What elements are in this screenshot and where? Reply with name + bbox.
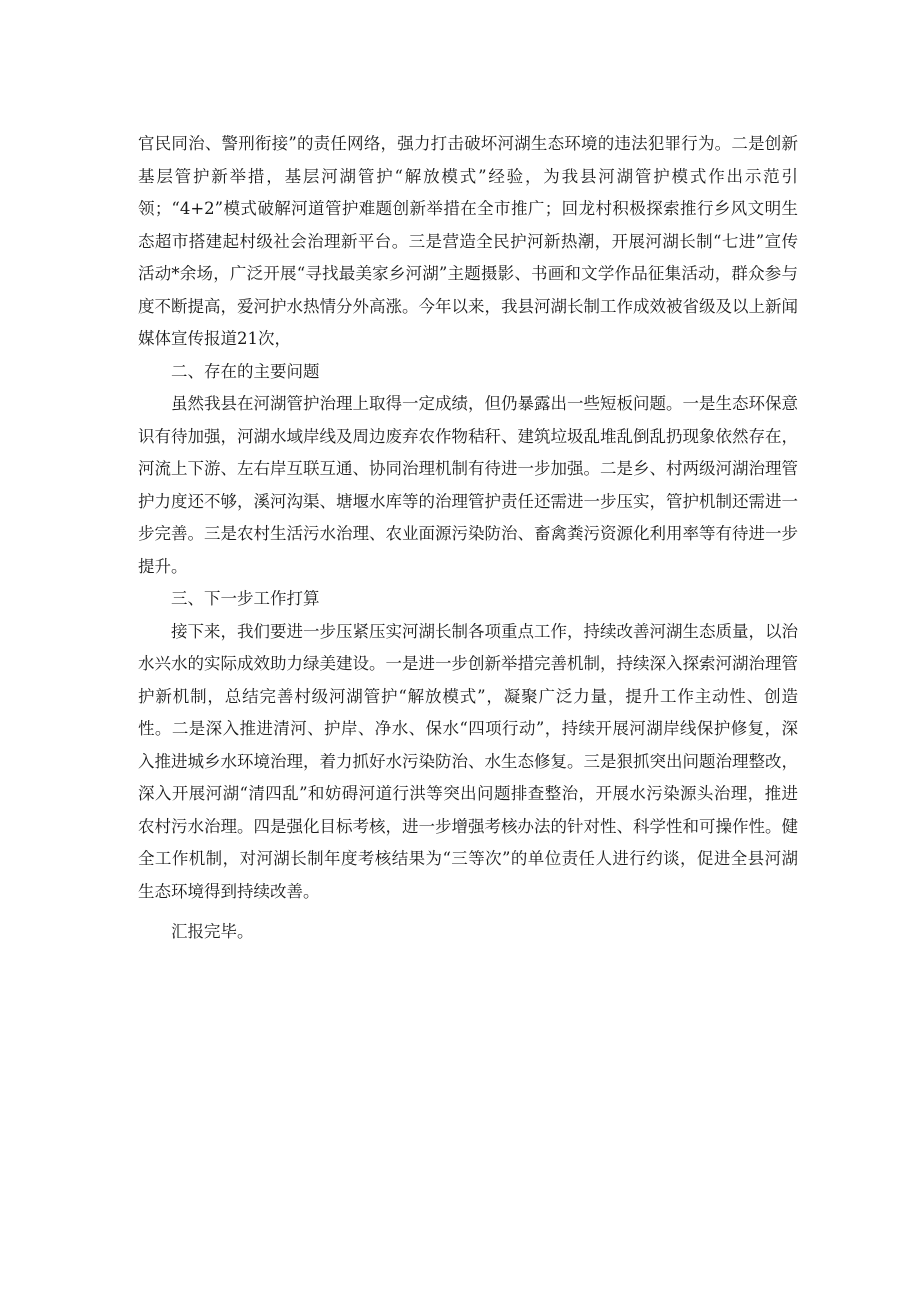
section-heading-next-steps: 三、下一步工作打算 [171, 589, 320, 608]
paragraph-continued: 官民同治、警刑衔接”的责任网络，强力打击破坏河湖生态环境的违法犯罪行为。二是创新基层管护新举措，基层河湖管护“解放模式”经验，为我县河湖管护模式作出示范引领；“4+2”模式破解河道管护难题创新举措在全市推广；回龙村积极探索推行乡风文明生态超市搭建起村级社会治理新平台。三是营造全民护河新热潮，开展河湖长制“七进”宣传活动*余场，广泛开展“寻找最美家乡河湖”主题摄影、书画和文学作品征集活动，群众参与度不断提高，爱河护水热情分外高涨。今年以来，我县河湖长制工作成效被省级及以上新闻媒体宣传报道21次， [138, 134, 798, 348]
section-heading-problems: 二、存在的主要问题 [171, 361, 320, 381]
closing-line: 汇报完毕。 [171, 922, 254, 941]
paragraph-problems: 虽然我县在河湖管护治理上取得一定成绩，但仍暴露出一些短板问题。一是生态环保意识有待加强，河湖水域岸线及周边废弃农作物秸秆、建筑垃圾乱堆乱倒乱扔现象依然存在，河流上下游、左右岸互联互通、协同治理机制有待进一步加强。二是乡、村两级河湖治理管护力度还不够，溪河沟渠、塘堰水库等的治理管护责任还需进一步压实，管护机制还需进一步完善。三是农村生活污水治理、农业面源污染防治、畜禽粪污资源化利用率等有待进一步提升。 [138, 394, 798, 576]
document-page [138, 128, 798, 949]
paragraph-next-steps: 接下来，我们要进一步压紧压实河湖长制各项重点工作，持续改善河湖生态质量，以治水兴水的实际成效助力绿美建设。一是进一步创新举措完善机制，持续深入探索河湖治理管护新机制，总结完善村级河湖管护“解放模式”，凝聚广泛力量，提升工作主动性、创造性。二是深入推进清河、护岸、净水、保水“四项行动”，持续开展河湖岸线保护修复，深入推进城乡水环境治理，着力抓好水污染防治、水生态修复。三是狠抓突出问题治理整改，深入开展河湖“清四乱”和妨碍河道行洪等突出问题排查整治，开展水污染源头治理，推进农村污水治理。四是强化目标考核，进一步增强考核办法的针对性、科学性和可操作性。健全工作机制，对河湖长制年度考核结果为“三等次”的单位责任人进行约谈，促进全县河湖生态环境得到持续改善。 [138, 621, 798, 901]
